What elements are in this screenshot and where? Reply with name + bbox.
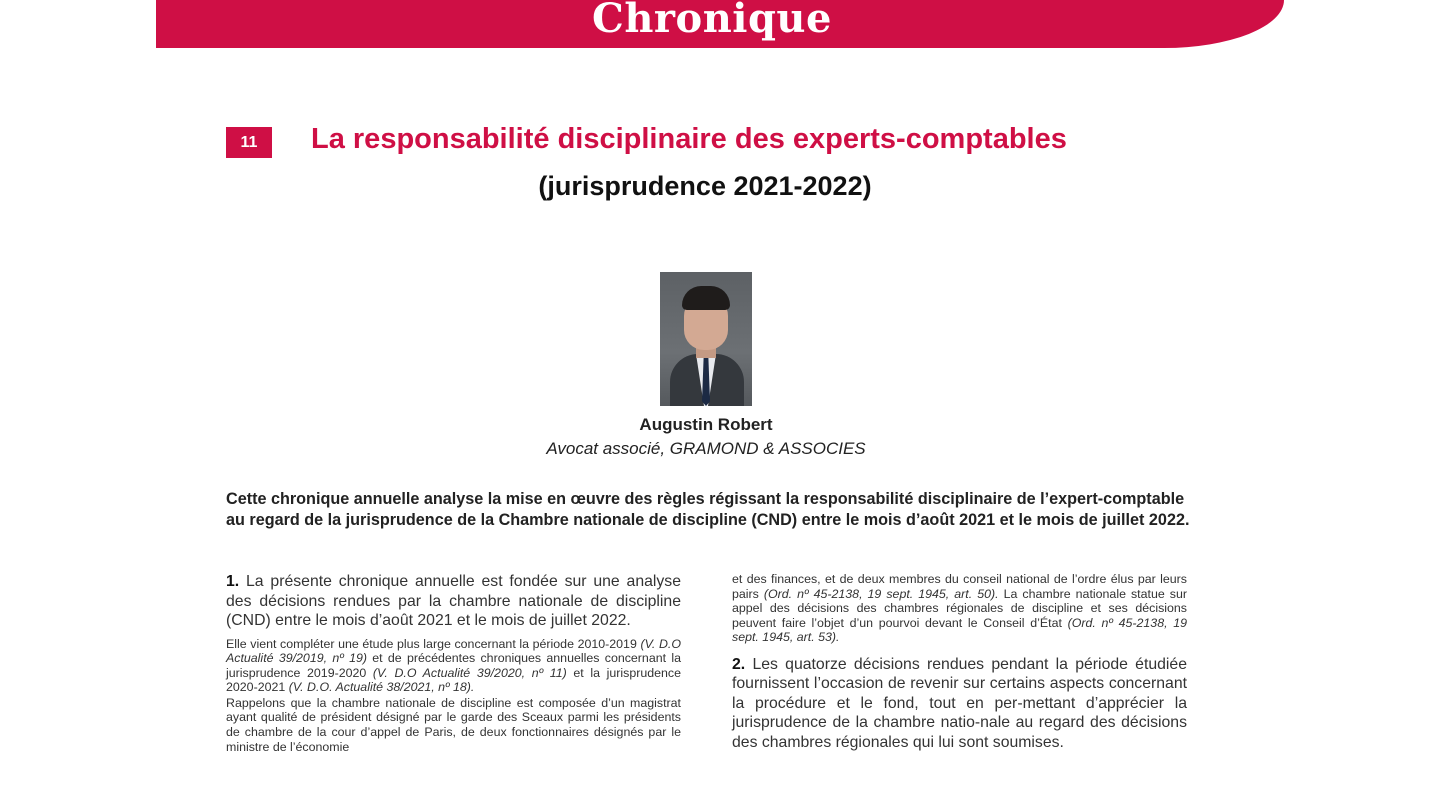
reference: (V. D.O. Actualité 38/2021, nº 18).	[288, 680, 475, 695]
paragraph-text: Les quatorze décisions rendues pendant la période étudiée fournissent l’occasion de revenir sur certains aspects concernant la procédure et le fond, tout en per-mettant d’apprécier la jurisprudence de la chambre natio-nale au regard des décisions des chambres régionales qui lui sont soumises.	[732, 655, 1187, 751]
author-portrait-icon	[660, 272, 752, 406]
reference: (Ord. nº 45-2138, 19 sept. 1945, art. 50).	[763, 586, 999, 601]
paragraph-1	[226, 572, 681, 631]
paragraph-text: La chambre nationale statue sur appel des décisions des chambres régionales de discipline et ses décisions peuvent faire l’objet d’un pourvoi devant le Conseil d’État	[732, 586, 1187, 630]
paragraph-text: et des finances, et de deux membres du conseil national de l’ordre élus par leurs pairs	[732, 572, 1187, 601]
body-column-left	[226, 572, 681, 754]
paragraph-text: Elle vient compléter une étude plus large concernant la période 2010-2019	[226, 636, 641, 651]
article-number-badge: 11	[226, 127, 272, 158]
reference: (Ord. nº 45-2138, 19 sept. 1945, art. 53).	[732, 615, 1187, 645]
paragraph-complement	[226, 637, 681, 695]
banner-title: Chronique	[592, 0, 832, 42]
paragraph-2	[732, 655, 1187, 753]
paragraph-text: La présente chronique annuelle est fondée sur une analyse des décisions rendues par la chambre nationale de discipline (CND) entre le mois d’août 2021 et le mois de juillet 2022.	[226, 573, 681, 629]
article-abstract: Cette chronique annuelle analyse la mise en œuvre des règles régissant la responsabilité disciplinaire de l’expert-comptable au regard de la jurisprudence de la Chambre nationale de discipline (CND) entre le mois d’août 2021 et le mois de juillet 2022.	[226, 490, 1190, 529]
paragraph-number: 2.	[732, 655, 746, 673]
body-column-right	[732, 572, 1187, 758]
paragraph-composition-continued	[732, 572, 1187, 645]
reference: (V. D.O Actualité 39/2020, nº 11)	[372, 665, 567, 680]
author-role: Avocat associé, GRAMOND & ASSOCIES	[546, 439, 866, 458]
article-title: La responsabilité disciplinaire des experts-comptables	[311, 123, 1067, 155]
article-subtitle: (jurisprudence 2021-2022)	[538, 171, 872, 201]
reference: (V. D.O Actualité 39/2019, nº 19)	[226, 636, 682, 666]
paragraph-text: et de précédentes chroniques annuelles concernant la jurisprudence 2019-2020	[226, 651, 681, 680]
paragraph-number: 1.	[226, 573, 240, 590]
chronique-banner	[156, 0, 1284, 48]
paragraph-text: et la jurisprudence 2020-2021	[226, 665, 681, 695]
paragraph-composition: Rappelons que la chambre nationale de discipline est composée d’un magistrat ayant qualité de président désigné par le garde des Sceaux parmi les présidents de chambre de la cour d’appel de Paris, de deux fonctionnaires désignés par le ministre de l’économie	[226, 695, 681, 754]
author-name: Augustin Robert	[639, 415, 773, 434]
